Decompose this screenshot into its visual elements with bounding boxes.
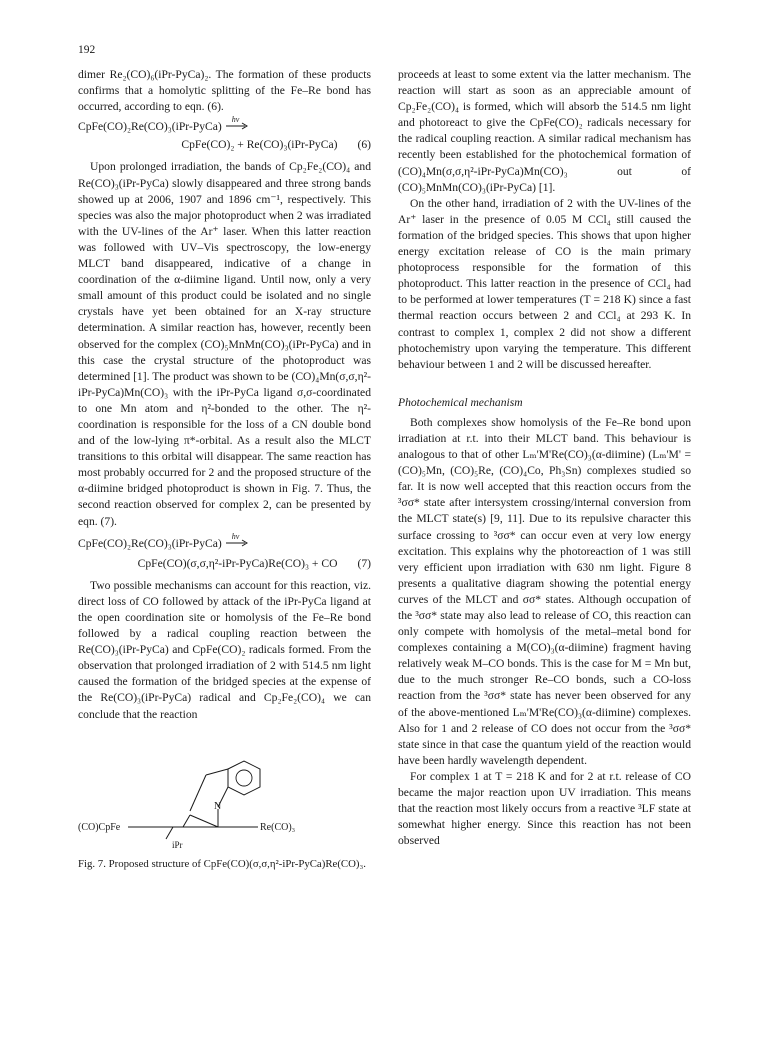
- figure-7-structure: [78, 759, 371, 851]
- right-column: [398, 67, 691, 849]
- figure-label: (CO)CpFe: [78, 821, 121, 833]
- equation-text: CpFe(CO)₂Re(CO)₃(iPr-PyCa): [78, 120, 222, 134]
- paragraph: On the other hand, irradiation of 2 with the UV-lines of the Ar⁺ laser in the presence of 0.05 M CCl₄ still caused the formation of the bridged species. This shows that upon higher energy excitation release of CO is the main primary photoprocess responsible for the formation of this photoproduct. This latter reaction in the presence of CCl₄ had to be performed at lower temperatures (T = 218 K) since a fast thermal reaction occurs between 2 and CCl₄ at 293 K. In contrast to complex 1, complex 2 did not show a different photochemistry upon varying the temperature. This different behaviour between 1 and 2 will be discussed hereafter.: [398, 196, 691, 371]
- left-column: [78, 67, 371, 871]
- paragraph: dimer Re₂(CO)₆(iPr-PyCa)₂. The formation of these products confirms that a homolytic splitting of the Fe–Re bond has occurred, according to eqn. (6).: [78, 68, 371, 114]
- paragraph: Both complexes show homolysis of the Fe–Re bond upon irradiation at r.t. into their MLCT band. This behaviour is analogous to that of other Lₘ'M'Re(CO)₃(α-diimine) (Lₘ'M' = (CO)₅Mn, (CO)₅Re, (CO)₄Co, Ph₃Sn) complexes studied so far. It is now well accepted that this reaction occurs from the ³σσ* state after intersystem crossing/internal conversion from the MLCT state(s) [9, 11]. Due to its repulsive character this surface crossing to ³σσ* can occur even at very low energy excitation. This explains why the photoreaction of 1 was still very efficient upon irradiation with 630 nm light. Figure 8 presents a qualitative diagram showing the potential energy curves of the MLCT and σσ* states. Although occupation of the ³σσ* state may also lead to release of CO, this reaction can only compete with homolysis of the metal–metal bond for complexes containing a M(CO)₃(α-diimine) fragment having relatively weak M–CO bonds. This is the case for M = Mn but, due to the much stronger Re–CO bonds, such a CO-loss reaction from the ³σσ* state has never been observed for any of the above-mentioned Lₘ'M'Re(CO)₃(α-diimine) complexes. Also for 1 and 2 release of CO does not occur from the ³σσ* state since in that case the quantum yield of the reaction would have been hardly wavelength dependent.: [398, 415, 691, 767]
- hv-arrow-icon: hν: [226, 539, 248, 547]
- equation-6-lhs: [78, 115, 371, 135]
- equation-7-rhs: [78, 556, 371, 572]
- hv-arrow-icon: hν: [226, 122, 248, 130]
- equation-text: CpFe(CO)₂Re(CO)₃(iPr-PyCa): [78, 536, 222, 550]
- figure-label: Re(CO)₃: [260, 821, 296, 833]
- page-number: 192: [78, 44, 96, 56]
- figure-caption: Fig. 7. Proposed structure of CpFe(CO)(σ,σ,η²-iPr-PyCa)Re(CO)₃.: [78, 857, 366, 870]
- equation-7-lhs: [78, 531, 371, 552]
- equation-number: (7): [357, 556, 371, 570]
- equation-6-rhs: [78, 137, 371, 153]
- section-heading: Photochemical mechanism: [398, 395, 523, 409]
- paragraph: Two possible mechanisms can account for this reaction, viz. direct loss of CO followed by attack of the iPr-PyCa ligand at the open coordination site or homolysis of the Fe–Re bond followed by a radical coupling reaction between the Re(CO)₃(iPr-PyCa) and CpFe(CO)₂ radicals formed. From the observation that prolonged irradiation of 2 with 514.5 nm light caused the formation of the bridged species at the expense of the Re(CO)₃(iPr-PyCa) radical and Cp₂Fe₂(CO)₄ we can conclude that the reaction: [78, 578, 371, 721]
- equation-text: CpFe(CO)(σ,σ,η²-iPr-PyCa)Re(CO)₃ + CO: [137, 556, 338, 570]
- molecule-diagram: [78, 759, 371, 851]
- equation-number: (6): [357, 138, 371, 152]
- paragraph: Upon prolonged irradiation, the bands of Cp₂Fe₂(CO)₄ and Re(CO)₃(iPr-PyCa) slowly disappeared and three strong bands showed up at 2006, 1907 and 1896 cm⁻¹, respectively. This species was also the major photoproduct when 2 was irradiated with the UV-lines of the Ar⁺ laser. When this latter reaction was followed with UV–Vis spectroscopy, the low-energy MLCT band disappeared, indicative of a change in coordination of the α-diimine ligand. Until now, only a very small amount of this product could be isolated and no single crystals have yet been obtained for an X-ray structure determination. A similar reaction has, however, recently been observed for the complex (CO)₅MnMn(CO)₃(iPr-PyCa) and in this case the crystal structure of the photoproduct was determined [1]. The product was shown to be (CO)₄Mn(σ,σ,η²-iPr-PyCa)Mn(CO)₃ with the iPr-PyCa ligand σ,σ-coordinated to one Mn atom and η²-bonded to the other. The η²-coordination is responsible for the loss of a CN double bond and of the low-lying π*-orbital. As a result also the MLCT transitions to this orbital will disappear. The same reaction has most probably occurred for 2 and the proposed structure of the α-diimine bridged photoproduct is shown in Fig. 7. Thus, the second reaction observed for complex 2, can be presented by eqn. (7).: [78, 160, 371, 528]
- figure-label: iPr: [172, 839, 183, 850]
- paragraph: proceeds at least to some extent via the latter mechanism. The reaction will start as soon as an appreciable amount of Cp₂Fe₂(CO)₄ is formed, which will absorb the 514.5 nm light and photoreact to give the CpFe(CO)₂ radicals necessary for the radical coupling reaction. A similar radical mechanism has recently been established for the photochemical formation of (CO)₄Mn(σ,σ,η²-iPr-PyCa)Mn(CO)₃ out of (CO)₅MnMn(CO)₃(iPr-PyCa) [1].: [398, 68, 691, 194]
- equation-text: CpFe(CO)₂ + Re(CO)₃(iPr-PyCa): [181, 138, 338, 152]
- paragraph: For complex 1 at T = 218 K and for 2 at r.t. release of CO became the major reaction upon UV irradiation. This means that the reaction most likely occurs from a reactive ³LF state at somewhat higher energy. Since this reaction has not been observed: [398, 769, 691, 848]
- figure-label: N: [214, 800, 222, 812]
